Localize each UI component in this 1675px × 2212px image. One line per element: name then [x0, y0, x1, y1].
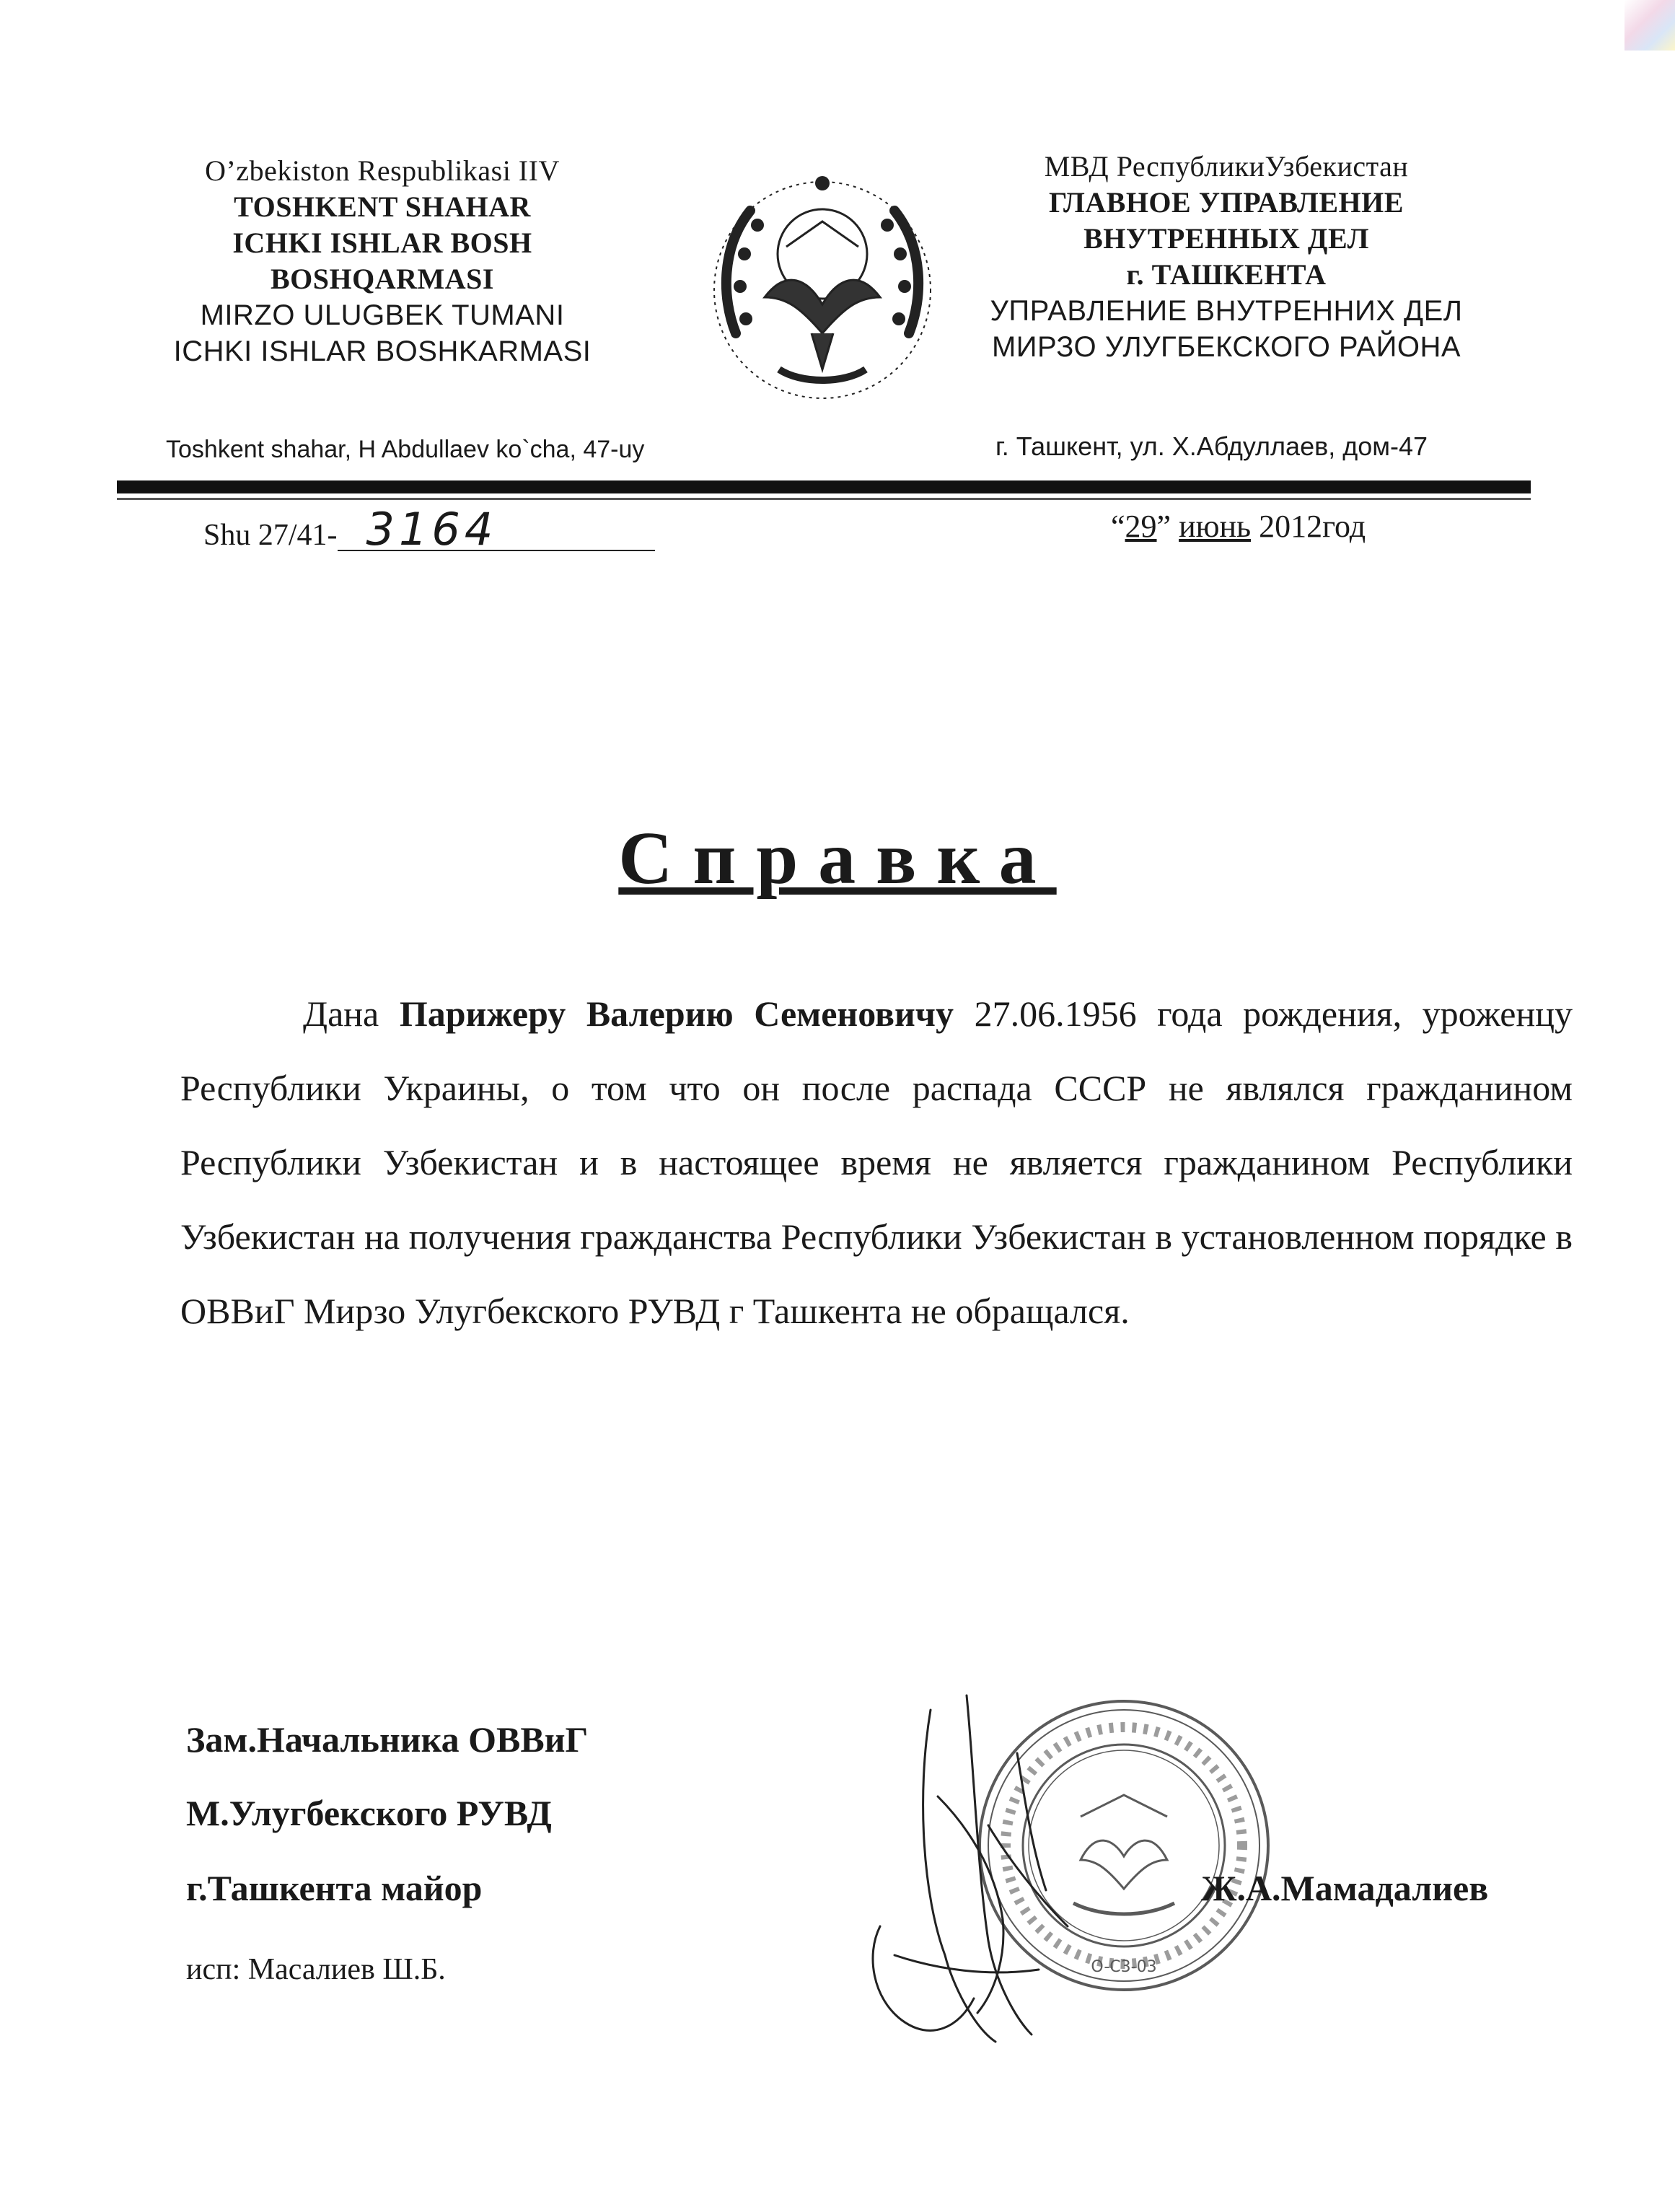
- executor-line: исп: Масалиев Ш.Б.: [186, 1953, 446, 1986]
- body-lead: Дана: [303, 993, 400, 1034]
- header-left-line5: MIRZO ULUGBEK TUMANI: [200, 299, 565, 331]
- document-date: [1111, 508, 1366, 545]
- header-right-line1: МВД РеспубликиУзбекистан: [1044, 150, 1409, 183]
- header-left-line4: BOSHQARMASI: [271, 263, 494, 295]
- header-left-line1: O’zbekiston Respublikasi IIV: [205, 154, 560, 187]
- body-rest: 27.06.1956 года рождения, уроженцу Республики Украины, о том что он после распада СССР не являлся гражданином Республики Узбекистан и в настоящее время не является гражданином Республики Узбекистан на получения гражданства Республики Узбекистан в установленном порядке в ОВВиГ Мирзо Улугбекского РУВД г Ташкента не обращался.: [180, 993, 1573, 1331]
- header-rule: [117, 480, 1531, 493]
- date-year: 2012год: [1251, 509, 1366, 544]
- header-right-line3: ВНУТРЕННЫХ ДЕЛ: [1083, 222, 1369, 255]
- uzbekistan-coat-of-arms-icon: [693, 153, 952, 413]
- scan-edge-artifact: [1625, 0, 1675, 51]
- header-right-line5: УПРАВЛЕНИЕ ВНУТРЕННИХ ДЕЛ: [990, 295, 1463, 327]
- stamp-code: O-C3-03: [1091, 1958, 1157, 1976]
- signer-name: Ж.А.Мамадалиев: [1201, 1868, 1489, 1908]
- header-left-line3: ICHKI ISHLAR BOSH: [232, 227, 532, 259]
- reference-handwritten-number: 3164: [338, 509, 655, 551]
- header-rule-thin: [117, 498, 1531, 500]
- header-left: [144, 153, 620, 369]
- date-open-quote: “: [1111, 509, 1125, 544]
- date-day: 29: [1125, 509, 1157, 544]
- header-right: [959, 149, 1493, 365]
- header-right-line4: г. ТАШКЕНТА: [1126, 258, 1327, 291]
- header-right-line2: ГЛАВНОЕ УПРАВЛЕНИЕ: [1049, 186, 1404, 219]
- header-left-line6: ICHKI ISHLAR BOSHKARMASI: [173, 335, 592, 367]
- header-right-line6: МИРЗО УЛУГБЕКСКОГО РАЙОНА: [991, 331, 1461, 363]
- header-left-line2: TOSHKENT SHAHAR: [234, 190, 531, 223]
- body-name: Парижеру Валерию Семеновичу: [399, 993, 954, 1034]
- address-right: г. Ташкент, ул. Х.Абдуллаев, дом-47: [995, 431, 1428, 461]
- signature-line3: г.Ташкента майор: [186, 1868, 483, 1908]
- reference-prefix: Shu 27/41-: [203, 519, 338, 552]
- signature-line1: Зам.Начальника ОВВиГ: [186, 1719, 589, 1760]
- reference-number: [203, 503, 655, 556]
- address-left: Toshkent shahar, H Abdullaev ko`cha, 47-uy: [166, 436, 645, 463]
- date-close-quote: ”: [1156, 509, 1179, 544]
- handwritten-signature-icon: [851, 1681, 1255, 2056]
- document-title: Справка: [618, 817, 1057, 900]
- certificate-body: [180, 977, 1573, 1348]
- signature-line2: М.Улугбекского РУВД: [186, 1793, 552, 1833]
- date-month: июнь: [1179, 509, 1252, 544]
